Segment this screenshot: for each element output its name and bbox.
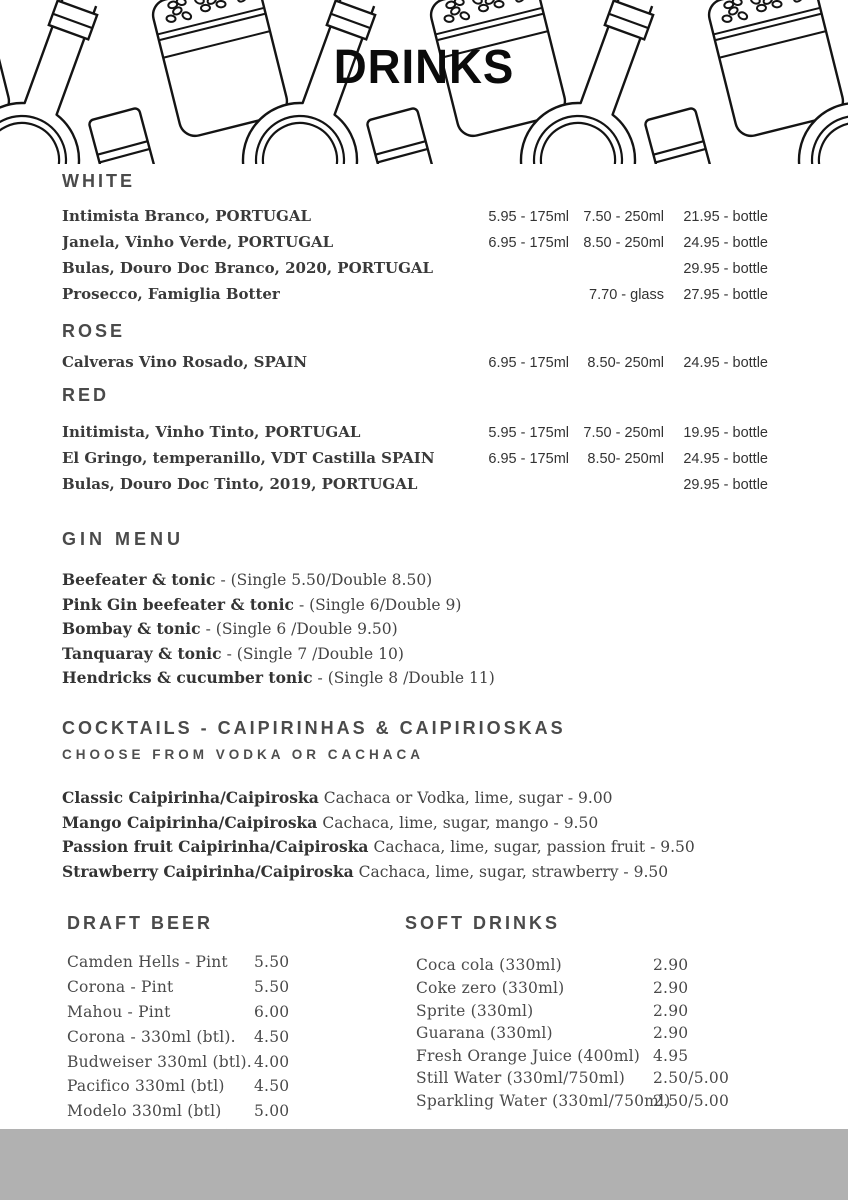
gin-name: Pink Gin beefeater & tonic: [62, 594, 294, 614]
cocktail-detail: Cachaca, lime, sugar, mango - 9.50: [322, 813, 599, 832]
section-heading-rose: ROSE: [62, 321, 126, 341]
beer-row: [67, 1025, 405, 1050]
beer-row: [67, 975, 405, 1000]
wine-row: [62, 446, 768, 472]
section-heading-red: RED: [62, 385, 110, 405]
soft-drink-price: 2.90: [653, 956, 689, 975]
section-heading-soft-drinks: SOFT DRINKS: [405, 913, 561, 934]
soft-drink-name: Still Water (330ml/750ml): [416, 1069, 626, 1088]
gin-row: [62, 642, 768, 667]
cocktail-detail: Cachaca or Vodka, lime, sugar - 9.00: [323, 788, 613, 807]
beer-price: 4.50: [254, 1027, 290, 1046]
price-bottle: 19.95 - bottle: [683, 425, 768, 441]
wine-row: [62, 256, 768, 282]
price-bottle: 21.95 - bottle: [683, 209, 768, 225]
gin-detail: - (Single 6/Double 9): [298, 595, 462, 614]
menu-content: [0, 170, 848, 1149]
red-wine-list: [62, 420, 768, 498]
soft-drink-name: Coca cola (330ml): [416, 956, 562, 975]
gin-name: Bombay & tonic: [62, 619, 201, 639]
cocktail-row: [62, 860, 768, 885]
soft-drink-row: [416, 1022, 768, 1045]
beer-row: [67, 1099, 405, 1124]
cocktail-detail: Cachaca, lime, sugar, strawberry - 9.50: [358, 862, 669, 881]
wine-row: [62, 282, 768, 308]
wine-name: Initimista, Vinho Tinto, PORTUGAL: [62, 423, 361, 441]
cocktail-name: Passion fruit Caipirinha/Caipiroska: [62, 837, 369, 857]
gin-list: [62, 568, 768, 691]
gin-row: [62, 593, 768, 618]
bottom-columns: [62, 912, 768, 1148]
cocktail-row: [62, 811, 768, 836]
price-glass: 7.70 - glass: [589, 287, 664, 303]
gin-row: [62, 617, 768, 642]
beer-price: 4.00: [254, 1052, 290, 1071]
cocktail-row: [62, 786, 768, 811]
beer-row: [67, 1000, 405, 1025]
page-bottom-band: [0, 1129, 848, 1200]
draft-beer-column: [62, 912, 405, 1148]
gin-detail: - (Single 7 /Double 10): [226, 644, 404, 663]
price-bottle: 29.95 - bottle: [683, 477, 768, 493]
wine-name: El Gringo, temperanillo, VDT Castilla SPAIN: [62, 449, 435, 467]
beer-name: Mahou - Pint: [67, 1002, 171, 1021]
cocktail-detail: Cachaca, lime, sugar, passion fruit - 9.50: [373, 838, 695, 857]
price-250ml: 7.50 - 250ml: [583, 209, 664, 225]
beer-price: 4.50: [254, 1077, 290, 1096]
soft-drink-price: 2.50/5.00: [653, 1069, 730, 1088]
soft-drink-row: [416, 977, 768, 1000]
section-heading-gin: GIN MENU: [62, 529, 184, 549]
soft-drinks-inner: [405, 954, 768, 1112]
gin-detail: - (Single 5.50/Double 8.50): [220, 571, 433, 589]
price-bottle: 27.95 - bottle: [683, 287, 768, 303]
soft-drink-price: 2.90: [653, 1001, 689, 1020]
price-bottle: 24.95 - bottle: [683, 235, 768, 251]
soft-drink-name: Sparkling Water (330ml/750ml): [416, 1091, 671, 1110]
soft-drink-price: 2.90: [653, 1024, 689, 1043]
wine-name: Bulas, Douro Doc Branco, 2020, PORTUGAL: [62, 259, 434, 277]
beer-price: 6.00: [254, 1002, 290, 1021]
gin-name: Hendricks & cucumber tonic: [62, 668, 313, 688]
soft-drink-row: [416, 1090, 768, 1113]
menu-header: [0, 0, 848, 164]
cocktail-list: [62, 786, 768, 884]
soft-drink-price: 4.95: [653, 1046, 689, 1065]
gin-detail: - (Single 8 /Double 11): [317, 669, 495, 688]
price-175ml: 5.95 - 175ml: [488, 209, 569, 225]
beer-price: 5.50: [254, 953, 290, 972]
soft-drink-name: Sprite (330ml): [416, 1001, 534, 1020]
rose-wine-list: [62, 350, 768, 376]
gin-detail: - (Single 6 /Double 9.50): [205, 620, 398, 639]
wine-row: [62, 472, 768, 498]
cocktail-row: [62, 835, 768, 860]
soft-drink-name: Fresh Orange Juice (400ml): [416, 1046, 641, 1065]
beer-price: 5.50: [254, 978, 290, 997]
soft-drinks-column: [405, 912, 768, 1148]
draft-beer-list: [67, 950, 405, 1148]
beer-row: [67, 1050, 405, 1075]
gin-name: Beefeater & tonic: [62, 570, 216, 589]
tumbler-glass-icon: [88, 107, 155, 164]
wine-name: Prosecco, Famiglia Botter: [62, 285, 280, 303]
cocktail-name: Classic Caipirinha/Caipiroska: [62, 787, 319, 807]
section-heading-draft-beer: DRAFT BEER: [67, 913, 213, 934]
section-heading-cocktails: COCKTAILS - CAIPIRINHAS & CAIPIRIOSKAS: [62, 717, 566, 738]
gin-row: [62, 666, 768, 691]
price-175ml: 6.95 - 175ml: [488, 451, 569, 467]
beer-name: Corona - 330ml (btl).: [67, 1027, 236, 1046]
soft-drink-row: [416, 1000, 768, 1023]
price-175ml: 5.95 - 175ml: [488, 425, 569, 441]
soft-drink-row: [416, 1067, 768, 1090]
wine-row: [62, 230, 768, 256]
beer-price: 5.00: [254, 1102, 290, 1121]
wine-row: [62, 204, 768, 230]
soft-drink-row: [416, 954, 768, 977]
wine-row: [62, 350, 768, 376]
wine-row: [62, 420, 768, 446]
soft-drinks-list: [416, 954, 768, 1112]
price-bottle: 24.95 - bottle: [683, 355, 768, 371]
beer-row: [67, 950, 405, 975]
price-175ml: 6.95 - 175ml: [488, 235, 569, 251]
price-250ml: 8.50- 250ml: [587, 451, 664, 467]
wine-name: Intimista Branco, PORTUGAL: [62, 207, 312, 225]
price-bottle: 29.95 - bottle: [683, 261, 768, 277]
price-250ml: 8.50 - 250ml: [583, 235, 664, 251]
price-bottle: 24.95 - bottle: [683, 451, 768, 467]
gin-name: Tanquaray & tonic: [62, 643, 222, 663]
wine-name: Bulas, Douro Doc Tinto, 2019, PORTUGAL: [62, 475, 418, 493]
soft-drink-name: Coke zero (330ml): [416, 978, 565, 997]
gin-row: [62, 568, 768, 593]
section-heading-white: WHITE: [62, 171, 135, 191]
page-title: DRINKS: [333, 41, 515, 94]
beer-name: Modelo 330ml (btl): [67, 1102, 222, 1121]
soft-drink-price: 2.50/5.00: [653, 1091, 730, 1110]
white-wine-list: [62, 204, 768, 308]
beer-name: Pacifico 330ml (btl): [67, 1077, 225, 1096]
soft-drink-row: [416, 1045, 768, 1068]
wine-name: Janela, Vinho Verde, PORTUGAL: [62, 233, 334, 251]
price-175ml: 6.95 - 175ml: [488, 355, 569, 371]
beer-row: [67, 1074, 405, 1099]
soft-drink-price: 2.90: [653, 978, 689, 997]
price-250ml: 8.50- 250ml: [587, 355, 664, 371]
beer-name: Corona - Pint: [67, 978, 174, 997]
beer-name: Budweiser 330ml (btl).: [67, 1052, 252, 1071]
tumbler-glass-icon: [366, 107, 433, 164]
soft-drink-name: Guarana (330ml): [416, 1024, 553, 1043]
cocktails-subheading: CHOOSE FROM VODKA OR CACHACA: [62, 746, 425, 762]
price-250ml: 7.50 - 250ml: [583, 425, 664, 441]
cocktail-name: Strawberry Caipirinha/Caipiroska: [62, 861, 354, 881]
tumbler-glass-icon: [644, 107, 711, 164]
beer-name: Camden Hells - Pint: [67, 953, 228, 972]
wine-name: Calveras Vino Rosado, SPAIN: [62, 353, 308, 371]
cocktail-name: Mango Caipirinha/Caipiroska: [62, 812, 318, 832]
